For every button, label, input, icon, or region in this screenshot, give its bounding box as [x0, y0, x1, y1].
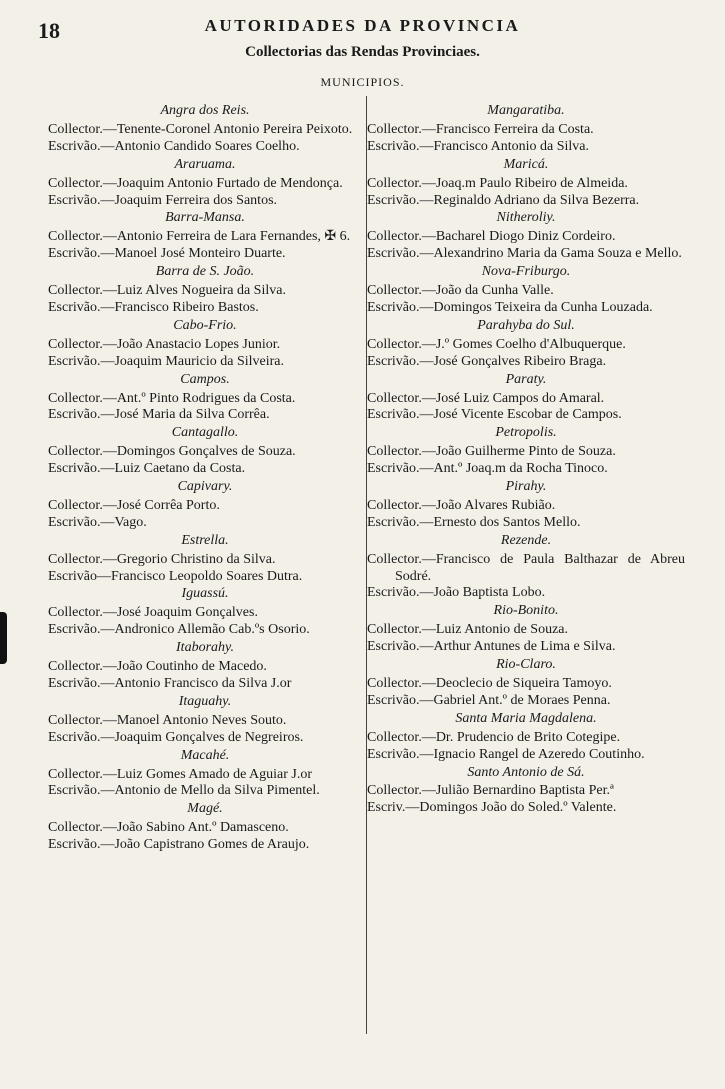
municipality-block: [367, 711, 685, 764]
escrivao-entry: Escrivão.—Joaquim Mauricio da Silveira.: [48, 353, 284, 369]
municipality-block: [48, 318, 362, 371]
municipality-name: Macahé.: [180, 747, 230, 763]
municipality-block: [48, 748, 362, 801]
escrivao-entry: Escrivão—Francisco Leopoldo Soares Dutra.: [48, 568, 303, 584]
municipality-name: Mangaratiba.: [487, 103, 565, 118]
collector-entry: Collector.—Luiz Antonio de Souza.: [367, 622, 569, 638]
collector-entry: Collector.—Bacharel Diogo Diniz Cordeiro.: [367, 229, 616, 245]
collector-entry: Collector.—João da Cunha Valle.: [367, 283, 554, 299]
collector-entry: Collector.—Gregorio Christino da Silva.: [48, 551, 276, 567]
municipality-name: Estrella.: [181, 532, 229, 548]
collector-entry: Collector.—João Coutinho de Macedo.: [48, 659, 267, 675]
municipality-block: [48, 694, 362, 747]
right-column: [367, 102, 685, 817]
municipality-name: Campos.: [180, 371, 230, 387]
escrivao-entry: Escriv.—Domingos João do Soled.º Valente.: [367, 800, 617, 816]
escrivao-entry: Escrivão.—Ignacio Rangel de Azeredo Coutinho.: [367, 746, 645, 762]
collector-entry: Collector.—João Sabino Ant.º Damasceno.: [48, 820, 289, 836]
collector-entry: Collector.—João Guilherme Pinto de Souza.: [367, 444, 616, 460]
collector-entry: Collector.—Dr. Prudencio de Brito Cotegipe.: [367, 729, 621, 745]
escrivao-entry: Escrivão.—Andronico Allemão Cab.ºs Osorio.: [48, 622, 310, 638]
collector-entry: Collector.—Julião Bernardino Baptista Per.ª: [367, 783, 614, 799]
municipality-name: Barra de S. João.: [155, 264, 255, 280]
escrivao-entry: Escrivão.—Francisco Ribeiro Bastos.: [48, 299, 259, 315]
municipality-block: [367, 157, 685, 210]
collector-entry: Collector.—Francisco de Paula Balthazar de Abreu Sodré.: [367, 551, 685, 584]
escrivao-entry: Escrivão.—Manoel José Monteiro Duarte.: [48, 246, 286, 262]
page-number: 18: [38, 18, 60, 43]
municipality-block: [367, 372, 685, 425]
collector-entry: Collector.—Luiz Gomes Amado de Aguiar J.or: [48, 766, 313, 782]
collector-entry: Collector.—João Alvares Rubião.: [367, 497, 556, 513]
municipality-block: [367, 479, 685, 532]
collector-entry: Collector.—José Luiz Campos do Amaral.: [367, 390, 605, 406]
municipality-name: Santo Antonio de Sá.: [467, 764, 585, 780]
escrivao-entry: Escrivão.—José Vicente Escobar de Campos.: [367, 407, 622, 423]
municipality-name: Rio-Bonito.: [493, 603, 559, 619]
municipality-block: [48, 640, 362, 693]
municipality-block: [367, 264, 685, 317]
municipality-name: Capivary.: [177, 479, 233, 495]
escrivao-entry: Escrivão.—José Maria da Silva Corrêa.: [48, 407, 270, 423]
escrivao-entry: Escrivão.—João Baptista Lobo.: [367, 585, 546, 601]
municipality-block: [367, 533, 685, 603]
escrivao-entry: Escrivão.—Gabriel Ant.º de Moraes Penna.: [367, 692, 611, 708]
municipality-name: Angra dos Reis.: [160, 103, 250, 118]
escrivao-entry: Escrivão.—Antonio Candido Soares Coelho.: [48, 138, 300, 154]
page-subtitle: Collectorias das Rendas Provinciaes.: [245, 44, 480, 60]
municipality-name: Rio-Claro.: [496, 657, 556, 673]
municipality-block: [367, 657, 685, 710]
escrivao-entry: Escrivão.—Vago.: [48, 514, 147, 530]
collector-entry: Collector.—José Joaquim Gonçalves.: [48, 605, 258, 621]
escrivao-entry: Escrivão.—Antonio Francisco da Silva J.or: [48, 676, 292, 691]
collector-entry: Collector.—Joaq.m Paulo Ribeiro de Almeida.: [367, 175, 628, 191]
municipality-name: Cantagallo.: [171, 425, 239, 441]
municipality-block: [48, 372, 362, 425]
escrivao-entry: Escrivão.—Joaquim Gonçalves de Negreiros.: [48, 729, 304, 745]
municipality-block: [48, 103, 362, 156]
municipality-name: Nitheroliy.: [496, 210, 556, 226]
municipality-name: Itaborahy.: [176, 640, 234, 656]
municipality-block: [48, 586, 362, 639]
escrivao-entry: Escrivão.—Ant.º Joaq.m da Rocha Tinoco.: [367, 461, 608, 477]
municipality-name: Itaguahy.: [178, 693, 232, 709]
collector-entry: Collector.—Ant.º Pinto Rodrigues da Costa.: [48, 390, 296, 406]
collector-entry: Collector.—J.º Gomes Coelho d'Albuquerque.: [367, 336, 626, 352]
municipality-name: Araruama.: [174, 156, 236, 172]
collector-entry: Collector.—Manoel Antonio Neves Souto.: [48, 712, 287, 728]
collector-entry: Collector.—Tenente-Coronel Antonio Pereira Peixoto.: [48, 121, 353, 137]
collector-entry: Collector.—Luiz Alves Nogueira da Silva.: [48, 283, 286, 299]
municipality-block: [48, 264, 362, 317]
municipality-name: Magé.: [187, 801, 223, 817]
municipality-block: [367, 318, 685, 371]
municipality-name: Cabo-Frio.: [173, 317, 237, 333]
escrivao-entry: Escrivão.—Antonio de Mello da Silva Pimentel.: [48, 783, 320, 799]
municipality-block: [48, 210, 362, 263]
escrivao-entry: Escrivão.—Arthur Antunes de Lima e Silva.: [367, 639, 616, 655]
escrivao-entry: Escrivão.—Alexandrino Maria da Gama Souza e Mello.: [367, 246, 682, 262]
municipality-block: [367, 425, 685, 478]
collector-entry: Collector.—José Corrêa Porto.: [48, 497, 220, 513]
escrivao-entry: Escrivão.—José Gonçalves Ribeiro Braga.: [367, 353, 607, 369]
municipality-name: Parahyba do Sul.: [477, 317, 575, 333]
section-title: MUNICIPIOS.: [320, 75, 405, 89]
collector-entry: Collector.—Francisco Ferreira da Costa.: [367, 121, 594, 137]
municipality-name: Paraty.: [505, 371, 547, 387]
escrivao-entry: Escrivão.—Ernesto dos Santos Mello.: [367, 514, 581, 530]
municipality-block: [48, 479, 362, 532]
left-column: [48, 102, 362, 854]
collector-entry: Collector.—Joaquim Antonio Furtado de Mendonça.: [48, 175, 343, 191]
municipality-name: Maricá.: [503, 156, 549, 172]
collector-entry: Collector.—João Anastacio Lopes Junior.: [48, 336, 281, 352]
municipality-block: [367, 103, 685, 156]
municipality-block: [48, 533, 362, 586]
page-title: AUTORIDADES DA PROVINCIA: [204, 16, 521, 35]
municipality-block: [48, 425, 362, 478]
municipality-block: [48, 157, 362, 210]
municipality-name: Nova-Friburgo.: [481, 264, 571, 280]
municipality-block: [367, 210, 685, 263]
escrivao-entry: Escrivão.—Francisco Antonio da Silva.: [367, 138, 590, 154]
escrivao-entry: Escrivão.—Domingos Teixeira da Cunha Louzada.: [367, 299, 653, 315]
collector-entry: Collector.—Domingos Gonçalves de Souza.: [48, 444, 296, 460]
municipality-name: Santa Maria Magdalena.: [455, 710, 597, 726]
page-edge-mark: [0, 612, 7, 664]
municipality-name: Petropolis.: [495, 425, 557, 441]
escrivao-entry: Escrivão.—Luiz Caetano da Costa.: [48, 461, 246, 477]
collector-entry: Collector.—Antonio Ferreira de Lara Fernandes, ✠ 6.: [48, 229, 351, 245]
escrivao-entry: Escrivão.—Reginaldo Adriano da Silva Bezerra.: [367, 192, 640, 208]
municipality-block: [367, 603, 685, 656]
municipality-name: Iguassú.: [181, 586, 229, 602]
municipality-name: Pirahy.: [505, 479, 547, 495]
escrivao-entry: Escrivão.—João Capistrano Gomes de Araujo.: [48, 837, 310, 853]
municipality-block: [367, 765, 685, 818]
collector-entry: Collector.—Deoclecio de Siqueira Tamoyo.: [367, 676, 612, 691]
escrivao-entry: Escrivão.—Joaquim Ferreira dos Santos.: [48, 192, 278, 208]
municipality-name: Barra-Mansa.: [165, 210, 245, 226]
municipality-name: Rezende.: [500, 532, 552, 548]
municipality-block: [48, 801, 362, 854]
